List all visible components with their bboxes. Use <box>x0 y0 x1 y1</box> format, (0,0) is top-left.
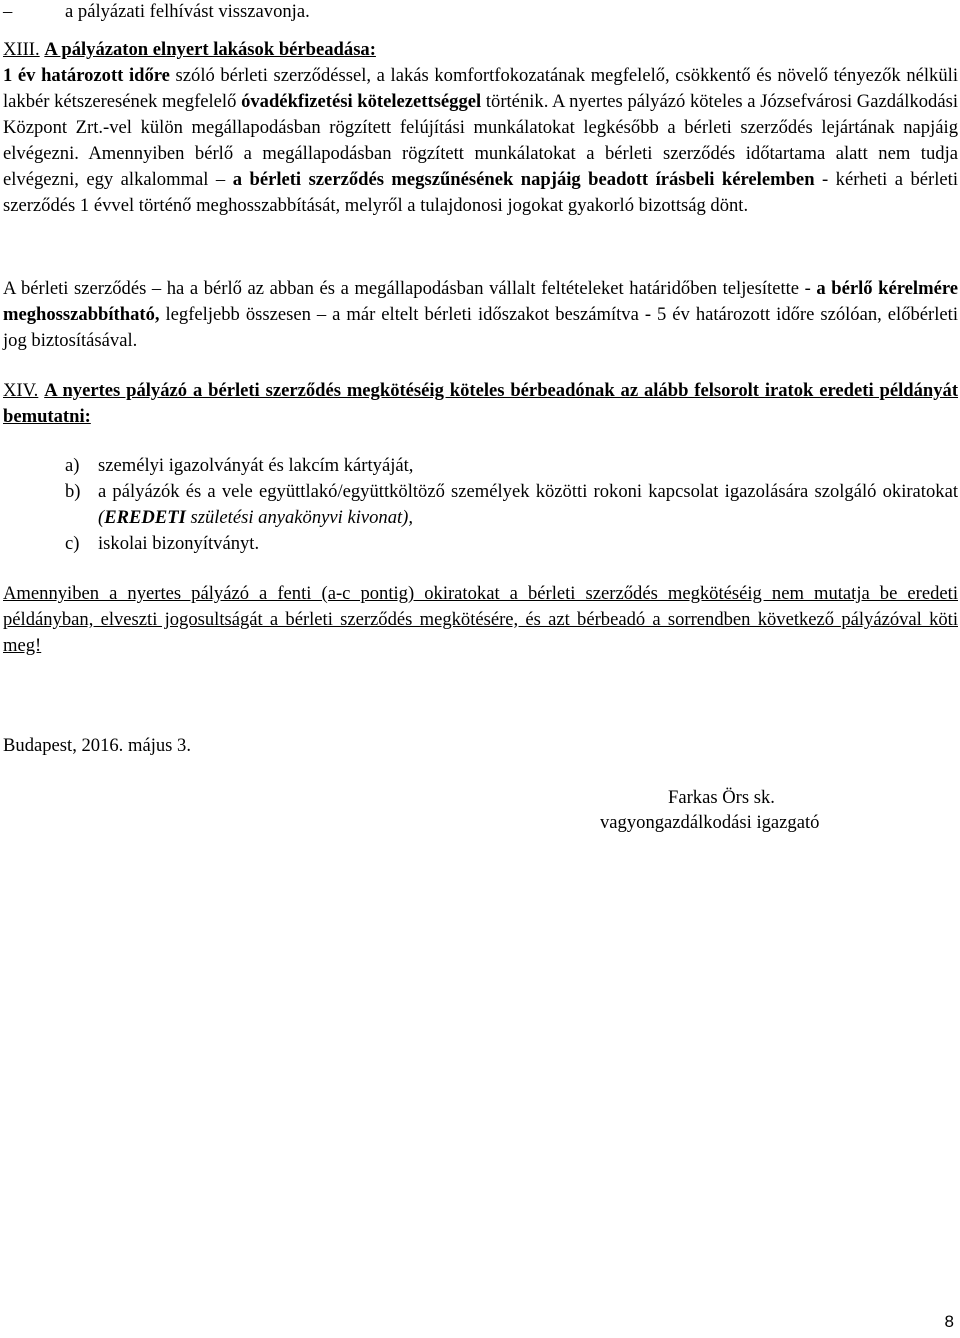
section-13-heading <box>3 37 958 63</box>
list-item-label: a) <box>65 455 80 476</box>
section-13-paragraph-1 <box>3 63 958 219</box>
section-13-title: A pályázaton elnyert lakások bérbeadása: <box>44 39 376 60</box>
extension-text: a bérlő kérelmére meghosszabbítható, <box>3 278 959 325</box>
paragraph-text: A bérleti szerződés – ha a bérlő az abban és a megállapodásban vállalt feltételeket határidőben teljesítette - <box>3 278 817 299</box>
paragraph-text: legfeljebb összesen – a már eltelt bérleti időszakot beszámítva - 5 év határozott időre szólóan, előbérleti jog biztosításával. <box>3 304 958 351</box>
deposit-obligation-text: óvadékfizetési kötelezettséggel <box>241 91 482 112</box>
original-label: EREDETI <box>104 507 186 528</box>
written-request-text: a bérleti szerződés megszűnésének napjáig beadott írásbeli kérelemben <box>232 169 815 190</box>
paren: ( <box>98 507 105 528</box>
paragraph-text: - kérheti a bérleti szerződés 1 évvel történő meghosszabbítását, melyről a tulajdonosi jogokat gyakorló bizottság dönt. <box>3 169 958 216</box>
section-13-paragraph-2 <box>3 276 958 354</box>
signature-title: vagyongazdálkodási igazgató <box>600 812 820 833</box>
section-14-heading <box>3 378 958 430</box>
section-14-title: A nyertes pályázó a bérleti szerződés megkötéséig köteles bérbeadónak az alább felsorolt iratok eredeti példányát bemutatni: <box>3 380 959 427</box>
section-13-number: XIII. <box>3 39 40 60</box>
list-item <box>3 453 958 479</box>
paragraph-text: szóló bérleti szerződéssel, a lakás komfortfokozatának megfelelő, csökkentő és növelő tényezők nélküli lakbér kétszeresének megfelelő <box>3 65 958 112</box>
list-item-text: iskolai bizonyítványt. <box>98 533 260 554</box>
list-item-text: személyi igazolványát és lakcím kártyáját, <box>98 455 414 476</box>
list-item <box>3 479 958 531</box>
list-item-label: c) <box>65 533 80 554</box>
warning-paragraph: Amennyiben a nyertes pályázó a fenti (a-c pontig) okiratokat a bérleti szerződés megkötéséig nem mutatja be eredeti példányban, elveszti jogosultságát a bérleti szerződés megkötésére, és azt bérbeadó a sorrendben következő pályázóval köti meg! <box>3 583 958 656</box>
signature-name: Farkas Örs sk. <box>668 787 775 808</box>
paragraph-text: történik. A nyertes pályázó köteles a Józsefvárosi Gazdálkodási Központ Zrt.-vel külön megállapodásban rögzített felújítási munkálatokat legkésőbb a bérleti szerződés lejártának napjáig elvégezni. Amennyiben bérlő a megállapodásban rögzített munkálatokat a bérleti szerződés időtartama alatt nem tudja elvégezni, egy alkalommal – <box>3 91 959 190</box>
document-list <box>3 453 958 557</box>
place-date: Budapest, 2016. május 3. <box>3 735 191 756</box>
list-dash: – <box>3 1 13 22</box>
top-list-item-text: a pályázati felhívást visszavonja. <box>65 1 310 22</box>
list-item-text: a pályázók és a vele együttlakó/együttköltöző személyek közötti rokoni kapcsolat igazolására szolgáló okiratokat <box>98 481 958 502</box>
birth-certificate-text: születési anyakönyvi kivonat), <box>185 507 414 528</box>
top-list-item <box>3 0 310 25</box>
section-14-number: XIV. <box>3 380 39 401</box>
page-number: 8 <box>944 1312 954 1331</box>
fixed-term-text: 1 év határozott időre <box>3 65 170 86</box>
list-item <box>3 531 958 557</box>
list-item-label: b) <box>65 481 81 502</box>
